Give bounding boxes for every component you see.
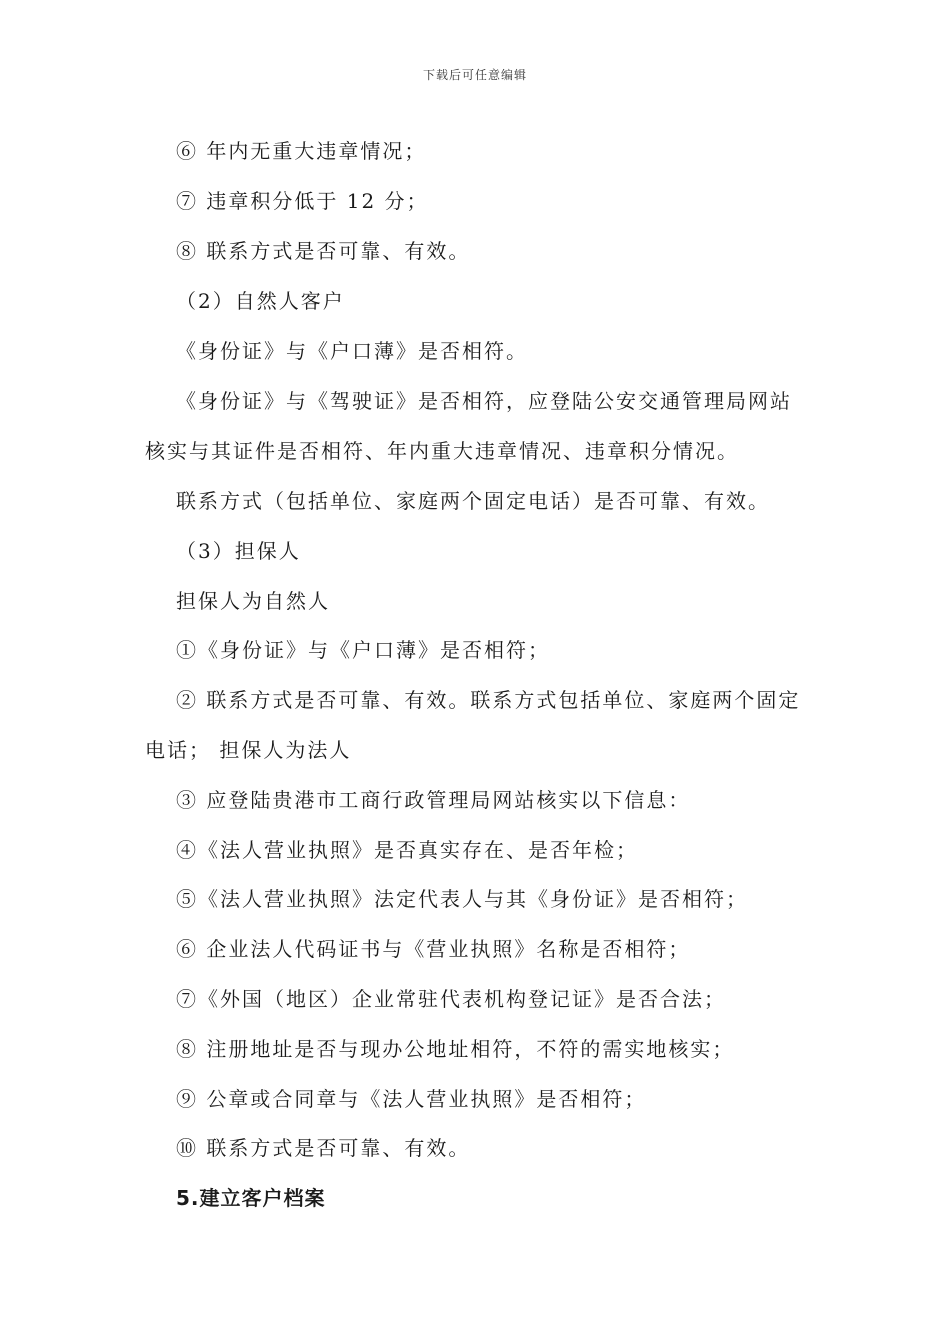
text-line: ⑧ 注册地址是否与现办公地址相符，不符的需实地核实； — [176, 1037, 735, 1061]
text-line: ② 联系方式是否可靠、有效。联系方式包括单位、家庭两个固定 — [176, 688, 801, 712]
text-line: ⑥ 企业法人代码证书与《营业执照》名称是否相符； — [176, 937, 691, 961]
page-header: 下载后可任意编辑 — [422, 68, 527, 82]
text-line: ⑨ 公章或合同章与《法人营业执照》是否相符； — [176, 1087, 647, 1111]
text-line: 联系方式（包括单位、家庭两个固定电话）是否可靠、有效。 — [176, 489, 770, 513]
text-line: 电话； 担保人为法人 — [145, 738, 352, 762]
text-line: （2）自然人客户 — [176, 289, 345, 313]
text-line: 核实与其证件是否相符、年内重大违章情况、违章积分情况。 — [145, 439, 739, 463]
text-line: ⑤《法人营业执照》法定代表人与其《身份证》是否相符； — [176, 887, 748, 911]
text-line: ④《法人营业执照》是否真实存在、是否年检； — [176, 838, 638, 862]
text-line: 《身份证》与《户口薄》是否相符。 — [176, 339, 528, 363]
text-line: 《身份证》与《驾驶证》是否相符，应登陆公安交通管理局网站 — [176, 389, 792, 413]
text-line: （3）担保人 — [176, 539, 301, 563]
text-line: ⑥ 年内无重大违章情况； — [176, 139, 427, 163]
text-line: ③ 应登陆贵港市工商行政管理局网站核实以下信息： — [176, 788, 691, 812]
text-line: ⑦ 违章积分低于 12 分； — [176, 189, 429, 213]
text-line: ⑧ 联系方式是否可靠、有效。 — [176, 239, 471, 263]
section-heading: 5.建立客户档案 — [176, 1186, 326, 1210]
text-line: ①《身份证》与《户口薄》是否相符； — [176, 638, 550, 662]
text-line: ⑦《外国（地区）企业常驻代表机构登记证》是否合法； — [176, 987, 726, 1011]
text-line: 担保人为自然人 — [176, 589, 330, 613]
text-line: ⑩ 联系方式是否可靠、有效。 — [176, 1136, 471, 1160]
